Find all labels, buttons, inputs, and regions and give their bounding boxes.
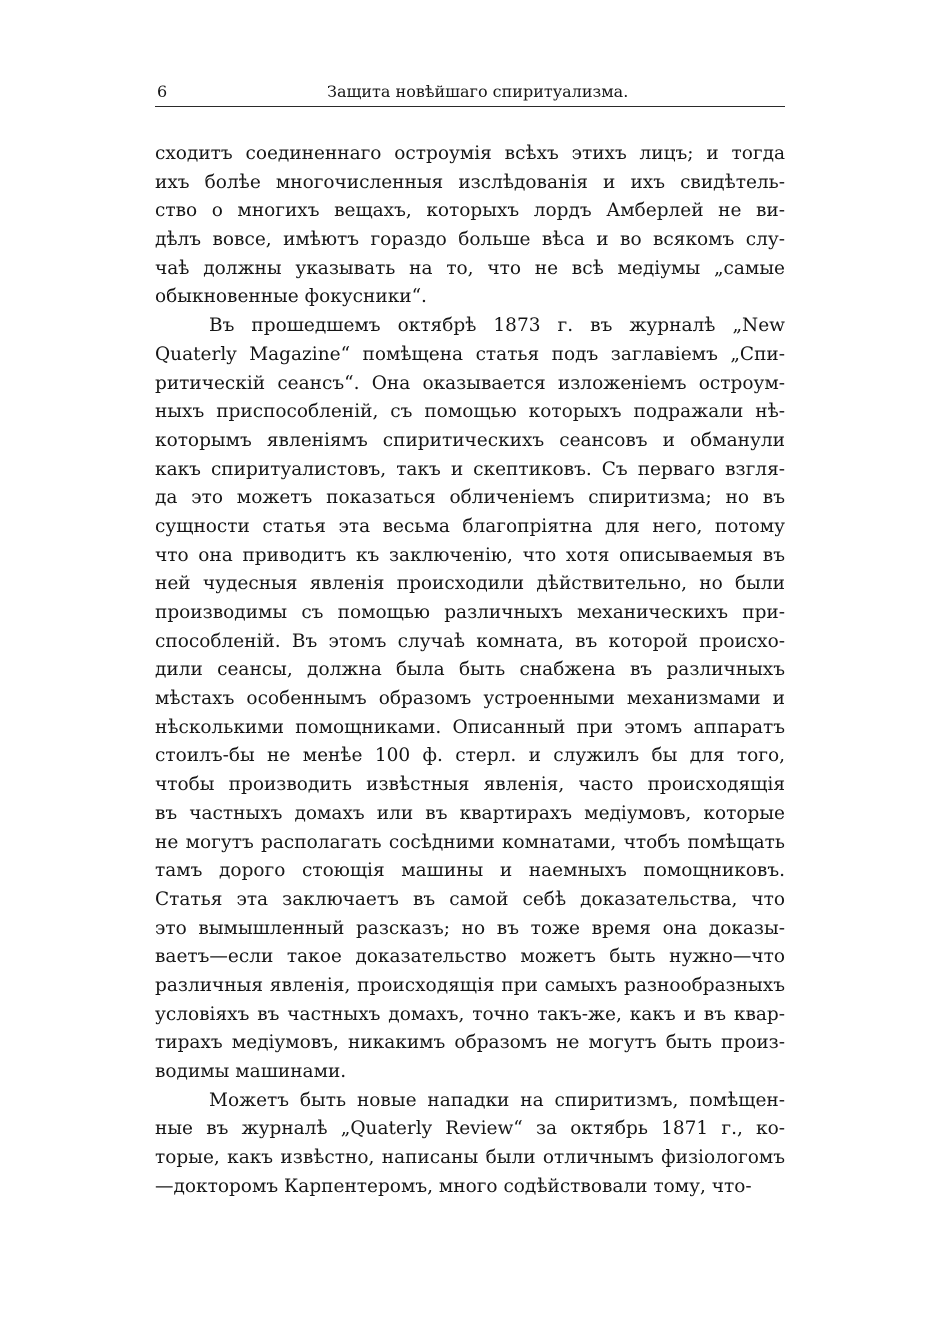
text-line: которымъ явленіямъ спиритическихъ сеансовъ и обманули bbox=[155, 429, 785, 451]
text-line: тирахъ медіумовъ, никакимъ образомъ не могутъ быть произ- bbox=[155, 1032, 785, 1054]
text-line: мѣстахъ особеннымъ образомъ устроенными механизмами и bbox=[155, 688, 785, 710]
text-line: чаѣ должны указывать на то, что не всѣ медіумы „самые bbox=[155, 257, 785, 279]
paragraph bbox=[155, 312, 785, 1087]
text-line: сущности статья эта весьма благопріятна для него, потому bbox=[155, 515, 785, 537]
text-line: Можетъ быть новые нападки на спиритизмъ, помѣщен- bbox=[209, 1089, 785, 1111]
text-line: ритическій сеансъ“. Она оказывается изложеніемъ остроум- bbox=[155, 372, 785, 394]
text-line: сходитъ соединеннаго остроумія всѣхъ этихъ лицъ; и тогда bbox=[155, 143, 785, 164]
text-line: различныя явленія, происходящія при самыхъ разнообразныхъ bbox=[155, 974, 785, 996]
running-header bbox=[155, 80, 785, 104]
text-line: торые, какъ извѣстно, написаны были отличнымъ физіологомъ bbox=[155, 1147, 785, 1169]
header-rule bbox=[155, 106, 785, 107]
text-line: чтобы производить извѣстныя явленія, часто происходящія bbox=[155, 774, 785, 796]
text-line: водимы машинами. bbox=[155, 1061, 347, 1082]
text-line: ные въ журналѣ „Quaterly Review“ за октябрь 1871 г., ко- bbox=[155, 1118, 785, 1140]
page-number: 6 bbox=[157, 82, 168, 101]
text-line: дили сеансы, должна была быть снабжена въ различныхъ bbox=[155, 659, 785, 681]
text-line: ство о многихъ вещахъ, которыхъ лордъ Амберлей не ви- bbox=[155, 200, 785, 222]
text-line: это вымышленный разсказъ; но въ тоже время она доказы- bbox=[155, 917, 785, 939]
text-line: да это можетъ показаться обличеніемъ спиритизма; но въ bbox=[155, 487, 785, 509]
paragraph bbox=[155, 1087, 785, 1202]
text-line: стоилъ-бы не менѣе 100 ф. стерл. и служилъ бы для того, bbox=[155, 745, 785, 767]
text-line: какъ спиритуалистовъ, такъ и скептиковъ. Съ перваго взгля- bbox=[155, 458, 785, 480]
text-line: производимы съ помощью различныхъ механическихъ при- bbox=[155, 602, 785, 623]
text-line: ваетъ—если такое доказательство можетъ быть нужно—что bbox=[155, 946, 785, 968]
text-line: нѣсколькими помощниками. Описанный при этомъ аппаратъ bbox=[155, 716, 785, 738]
text-line: въ частныхъ домахъ или въ квартирахъ медіумовъ, которые bbox=[155, 802, 785, 824]
text-line: Quaterly Magazine“ помѣщена статья подъ заглавіемъ „Спи- bbox=[155, 343, 785, 365]
body-text bbox=[155, 140, 785, 1201]
text-line: тамъ дорого стоющія машины и наемныхъ помощниковъ. bbox=[155, 860, 785, 882]
text-line: ныхъ приспособленій, съ помощью которыхъ подражали нѣ- bbox=[155, 401, 785, 423]
text-line: ихъ болѣе многочисленныя изслѣдованія и ихъ свидѣтель- bbox=[155, 171, 785, 193]
text-line: Статья эта заключаетъ въ самой себѣ доказательства, что bbox=[155, 888, 785, 910]
text-line: условіяхъ въ частныхъ домахъ, точно такъ-же, какъ и въ квар- bbox=[155, 1003, 785, 1025]
text-line: дѣлъ вовсе, имѣютъ гораздо больше вѣса и во всякомъ слу- bbox=[155, 229, 785, 251]
running-title: Защита новѣйшаго спиритуализма. bbox=[327, 82, 629, 101]
text-line: Въ прошедшемъ октябрѣ 1873 г. въ журналѣ „New bbox=[209, 315, 785, 337]
paragraph bbox=[155, 140, 785, 312]
text-line: —докторомъ Карпентеромъ, много содѣйствовали тому, что- bbox=[155, 1175, 752, 1197]
text-line: что она приводитъ къ заключенію, что хотя описываемыя въ bbox=[155, 544, 785, 566]
text-line: обыкновенные фокусники“. bbox=[155, 286, 427, 308]
text-line: не могутъ располагать сосѣдними комнатами, чтобъ помѣщать bbox=[155, 831, 785, 853]
text-line: способленій. Въ этомъ случаѣ комната, въ которой происхо- bbox=[155, 630, 785, 652]
text-line: ней чудесныя явленія происходили дѣйствительно, но были bbox=[155, 573, 785, 595]
